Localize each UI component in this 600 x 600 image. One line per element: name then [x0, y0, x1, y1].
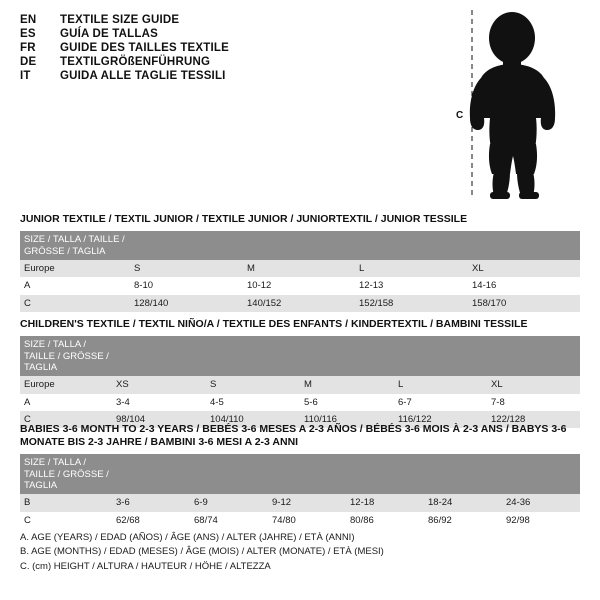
table-cell: 9-12: [268, 494, 346, 511]
language-code: IT: [20, 70, 31, 82]
table-cell: 10-12: [243, 277, 355, 294]
language-row: [20, 70, 440, 82]
table-cell: 6-7: [394, 394, 487, 411]
table-cell: 18-24: [424, 494, 502, 511]
table-cell: S: [130, 260, 243, 277]
table-cell: 122/128: [487, 411, 580, 428]
babies-size-table: [20, 454, 580, 529]
table-cell: 8-10: [130, 277, 243, 294]
table-header-cell: [487, 336, 580, 376]
language-code: EN: [20, 14, 37, 26]
legend-line-age-months: B. AGE (MONTHS) / EDAD (MESES) / ÂGE (MOIS) / ALTER (MONATE) / ETÀ (MESI): [20, 546, 384, 558]
table-cell: 24-36: [502, 494, 580, 511]
language-code: ES: [20, 28, 36, 40]
section-junior-textile: [20, 213, 580, 312]
language-code: FR: [20, 42, 36, 54]
table-header-cell: SIZE / TALLA / TAILLE / GRÖSSE / TAGLIA: [20, 336, 112, 376]
table-cell: C: [20, 295, 130, 312]
table-row: [20, 494, 580, 511]
table-cell: XL: [487, 376, 580, 393]
language-row: [20, 28, 440, 40]
section-title: JUNIOR TEXTILE / TEXTIL JUNIOR / TEXTILE JUNIOR / JUNIORTEXTIL / JUNIOR TESSILE: [20, 213, 468, 225]
table-header-cell: [502, 454, 580, 494]
language-row: [20, 42, 440, 54]
section-title: BABIES 3-6 MONTH TO 2-3 YEARS / BEBÉS 3-6 MESES A 2-3 AÑOS / BÉBÉS 3-6 MOIS À 2-3 ANS / BABYS 3-6 MONATE BIS 2-3 JAHRE / BAMBINI 3-6 MESI A 2-3 ANNI: [20, 423, 567, 449]
section-childrens-textile: [20, 318, 580, 428]
table-cell: 14-16: [468, 277, 580, 294]
language-row: [20, 56, 440, 68]
table-cell: 92/98: [502, 512, 580, 529]
table-cell: 12-18: [346, 494, 424, 511]
table-cell: 104/110: [206, 411, 300, 428]
table-cell: XS: [112, 376, 206, 393]
table-cell: 7-8: [487, 394, 580, 411]
table-row: [20, 295, 580, 312]
junior-size-table: [20, 231, 580, 312]
table-cell: A: [20, 277, 130, 294]
table-row: [20, 277, 580, 294]
table-cell: 3-4: [112, 394, 206, 411]
table-header-cell: [112, 336, 206, 376]
height-measure-label: C: [456, 110, 464, 121]
table-header-cell: [468, 231, 580, 260]
table-cell: 6-9: [190, 494, 268, 511]
table-header-cell: [268, 454, 346, 494]
language-title: GUIDA ALLE TAGLIE TESSILI: [60, 70, 226, 82]
children-size-table: [20, 336, 580, 428]
table-cell: L: [394, 376, 487, 393]
table-header-row: [20, 336, 580, 376]
table-cell: 68/74: [190, 512, 268, 529]
table-cell: 128/140: [130, 295, 243, 312]
table-cell: 4-5: [206, 394, 300, 411]
table-header-cell: [346, 454, 424, 494]
table-cell: S: [206, 376, 300, 393]
table-cell: 12-13: [355, 277, 468, 294]
measurement-figure: [440, 6, 590, 202]
legend-block: [20, 531, 580, 574]
language-title: TEXTILE SIZE GUIDE: [60, 14, 180, 26]
table-cell: C: [20, 411, 112, 428]
table-row: [20, 260, 580, 277]
language-title: TEXTILGRÖßENFÜHRUNG: [60, 56, 211, 68]
language-title-block: [20, 14, 440, 84]
table-cell: 110/116: [300, 411, 394, 428]
table-cell: 158/170: [468, 295, 580, 312]
table-cell: B: [20, 494, 112, 511]
table-cell: L: [355, 260, 468, 277]
table-cell: 62/68: [112, 512, 190, 529]
table-cell: M: [300, 376, 394, 393]
language-title: GUÍA DE TALLAS: [60, 28, 158, 40]
table-cell: 3-6: [112, 494, 190, 511]
table-cell: 5-6: [300, 394, 394, 411]
table-cell: 86/92: [424, 512, 502, 529]
table-header-row: [20, 231, 580, 260]
child-silhouette-icon: [440, 6, 590, 202]
table-header-cell: [243, 231, 355, 260]
table-cell: 98/104: [112, 411, 206, 428]
table-cell: XL: [468, 260, 580, 277]
language-title: GUIDE DES TAILLES TEXTILE: [60, 42, 229, 54]
table-cell: 152/158: [355, 295, 468, 312]
table-cell: 80/86: [346, 512, 424, 529]
table-row: [20, 512, 580, 529]
table-header-cell: [424, 454, 502, 494]
table-row: [20, 394, 580, 411]
table-header-cell: [112, 454, 190, 494]
table-cell: A: [20, 394, 112, 411]
legend-line-age-years: A. AGE (YEARS) / EDAD (AÑOS) / ÂGE (ANS) / ALTER (JAHRE) / ETÀ (ANNI): [20, 532, 355, 543]
table-cell: Europe: [20, 260, 130, 277]
legend-line-height: C. (cm) HEIGHT / ALTURA / HAUTEUR / HÖHE / ALTEZZA: [20, 560, 271, 572]
table-row: [20, 376, 580, 393]
table-header-cell: [206, 336, 300, 376]
section-title: CHILDREN'S TEXTILE / TEXTIL NIÑO/A / TEXTILE DES ENFANTS / KINDERTEXTIL / BAMBINI TESSILE: [20, 318, 528, 330]
language-row: [20, 14, 440, 26]
table-cell: 116/122: [394, 411, 487, 428]
table-header-cell: [355, 231, 468, 260]
table-cell: 140/152: [243, 295, 355, 312]
table-header-cell: [300, 336, 394, 376]
section-babies-textile: [20, 423, 580, 529]
table-cell: M: [243, 260, 355, 277]
table-cell: 74/80: [268, 512, 346, 529]
table-cell: Europe: [20, 376, 112, 393]
table-header-cell: [130, 231, 243, 260]
table-header-cell: [394, 336, 487, 376]
language-code: DE: [20, 56, 37, 68]
table-cell: C: [20, 512, 112, 529]
table-header-cell: SIZE / TALLA / TAILLE / GRÖSSE / TAGLIA: [20, 454, 112, 494]
table-header-row: [20, 454, 580, 494]
table-header-cell: [190, 454, 268, 494]
table-header-cell: SIZE / TALLA / TAILLE / GRÖSSE / TAGLIA: [20, 231, 130, 260]
